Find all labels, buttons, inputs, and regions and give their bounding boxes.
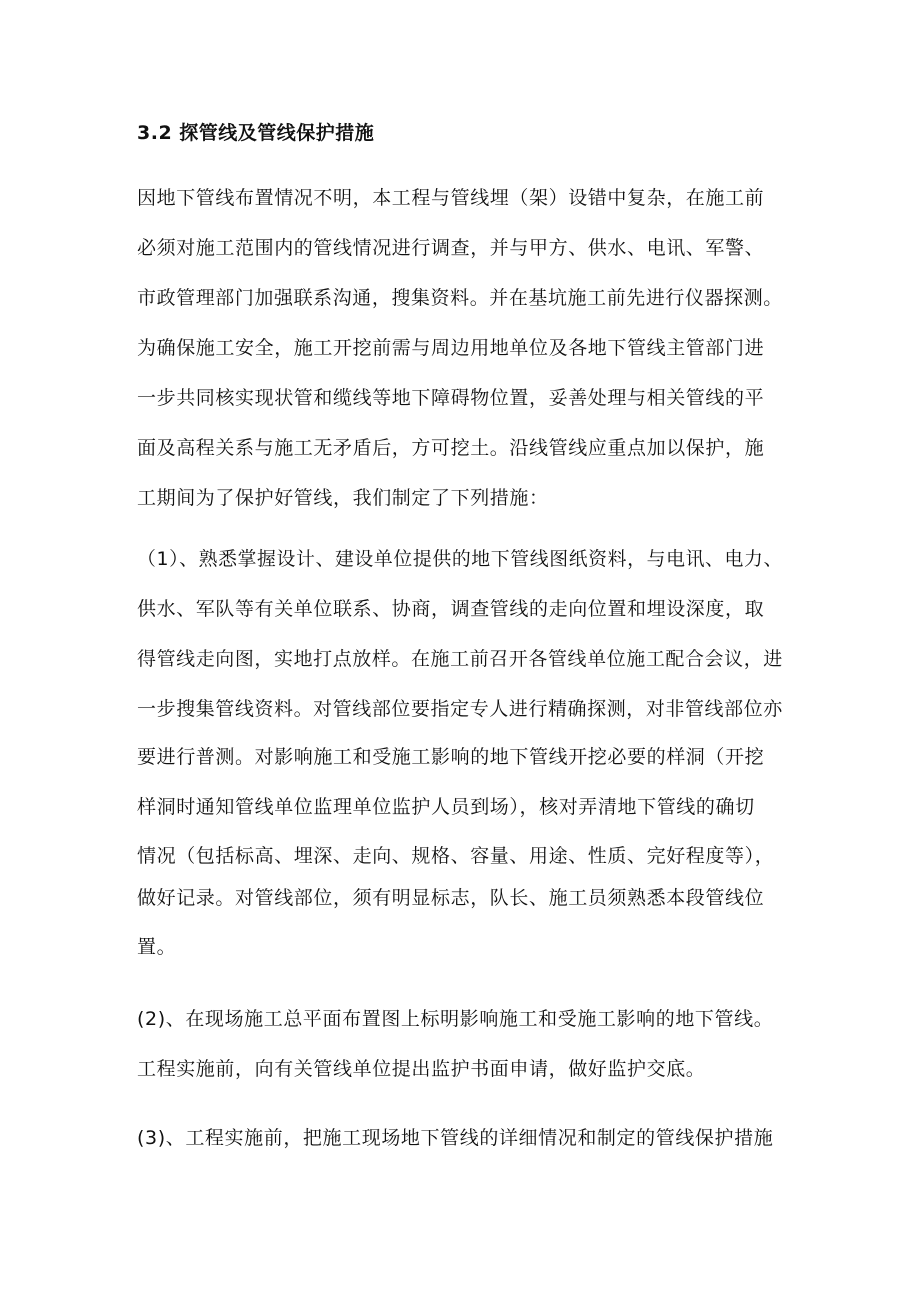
paragraph-1-line-4: 为确保施工安全，施工开挖前需与周边用地单位及各地下管线主管部门进 xyxy=(137,337,765,359)
paragraph-2-line-3: 得管线走向图，实地打点放样。在施工前召开各管线单位施工配合会议，进 xyxy=(137,648,783,670)
paragraph-3-line-2: 工程实施前，向有关管线单位提出监护书面申请，做好监护交底。 xyxy=(137,1058,706,1080)
paragraph-4-line-1: (3)、工程实施前，把施工现场地下管线的详细情况和制定的管线保护措施 xyxy=(137,1127,774,1149)
paragraph-2-line-6: 样洞时通知管线单位监理单位监护人员到场），核对弄清地下管线的确切 xyxy=(137,796,755,818)
paragraph-1-line-3: 市政管理部门加强联系沟通，搜集资料。并在基坑施工前先进行仪器探测。 xyxy=(137,287,783,309)
paragraph-1-line-5: 一步共同核实现状管和缆线等地下障碍物位置，妥善处理与相关管线的平 xyxy=(137,387,765,409)
paragraph-2-line-2: 供水、军队等有关单位联系、协商，调查管线的走向位置和埋设深度，取 xyxy=(137,598,765,620)
paragraph-1-line-7: 工期间为了保护好管线，我们制定了下列措施： xyxy=(137,487,549,509)
paragraph-1-line-6: 面及高程关系与施工无矛盾后，方可挖土。沿线管线应重点加以保护，施 xyxy=(137,437,765,459)
paragraph-3-line-1: (2)、在现场施工总平面布置图上标明影响施工和受施工影响的地下管线。 xyxy=(137,1008,774,1030)
paragraph-1-line-2: 必须对施工范围内的管线情况进行调查，并与甲方、供水、电讯、军警、 xyxy=(137,237,765,259)
paragraph-1-line-1: 因地下管线布置情况不明，本工程与管线埋（架）设错中复杂，在施工前 xyxy=(137,187,765,209)
paragraph-2-line-4: 一步搜集管线资料。对管线部位要指定专人进行精确探测，对非管线部位亦 xyxy=(137,698,783,720)
paragraph-2-line-7: 情况（包括标高、埋深、走向、规格、容量、用途、性质、完好程度等）， xyxy=(137,845,775,867)
paragraph-2-line-8: 做好记录。对管线部位，须有明显标志，队长、施工员须熟悉本段管线位 xyxy=(137,887,765,909)
paragraph-2-line-9: 置。 xyxy=(137,936,177,958)
section-heading: 3.2 探管线及管线保护措施 xyxy=(137,122,375,144)
paragraph-2-line-5: 要进行普测。对影响施工和受施工影响的地下管线开挖必要的样洞（开挖 xyxy=(137,746,765,768)
paragraph-2-line-1: （1）、熟悉掌握设计、建设单位提供的地下管线图纸资料，与电讯、电力、 xyxy=(137,548,783,570)
